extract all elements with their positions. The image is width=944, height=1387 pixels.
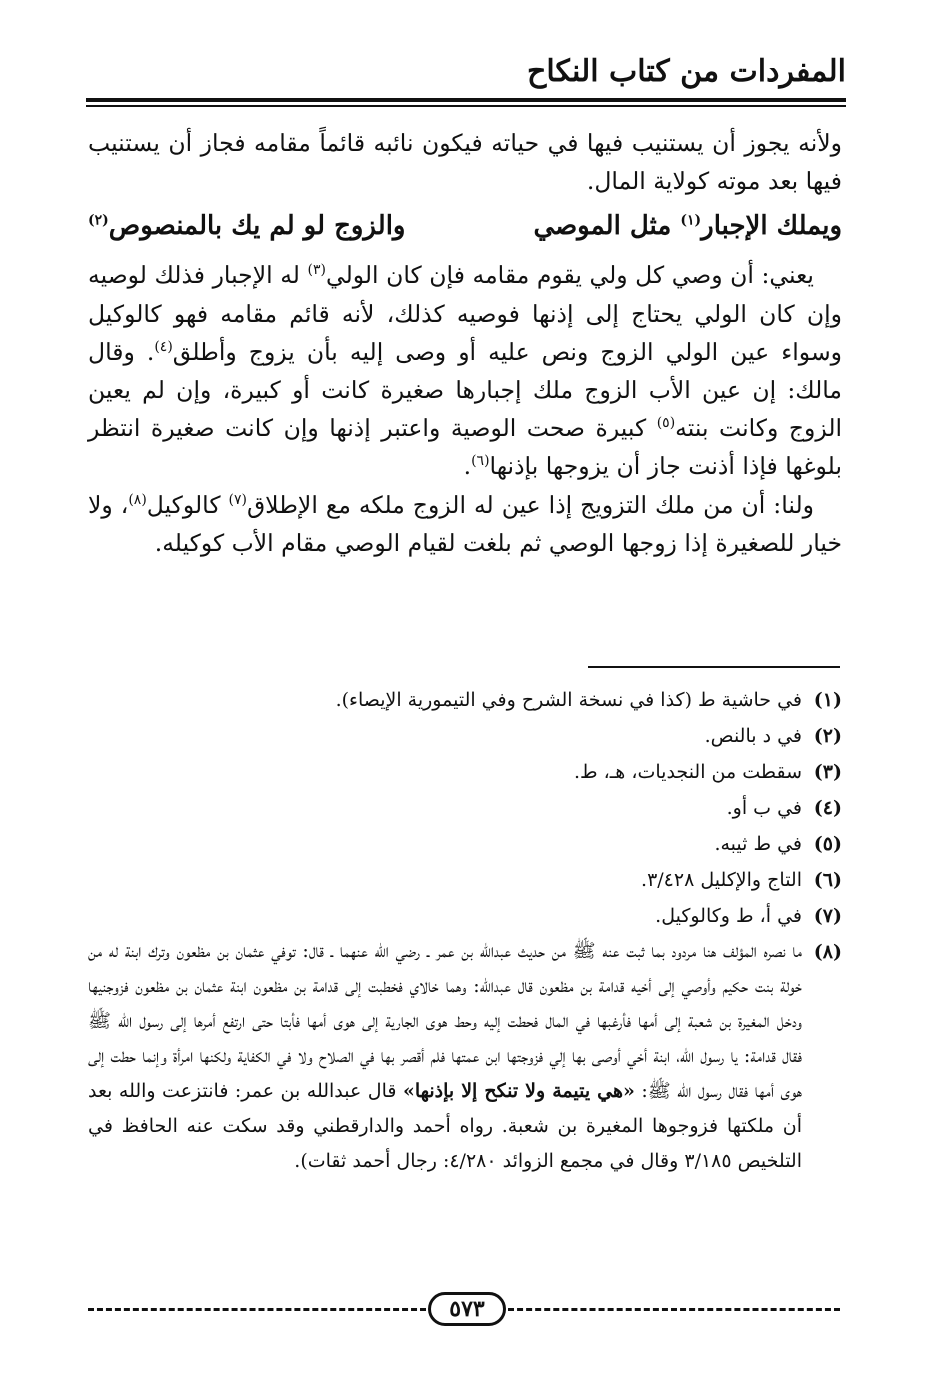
- p2-text-c: . وقال مالك: إن عين الأب الزوج ملك إجبارها صغيرة كانت أو كبيرة، وإن لم يعين الزوج وكانت بنته: [88, 337, 843, 443]
- paragraph-3: [88, 486, 842, 562]
- footnote-item-8: [88, 934, 842, 1179]
- footnote-ref-7: (٧): [228, 491, 247, 508]
- paragraph-1: ولأنه يجوز أن يستنيب فيها في حياته فيكون نائبه قائماً مقامه فجاز أن يستنيب فيها بعد موته كولاية المال.: [88, 129, 842, 196]
- footnote-number: (١): [813, 689, 842, 711]
- footnote-number: (٤): [813, 797, 842, 819]
- p2-text-d: كبيرة صحت الوصية واعتبر إذنها وإن كانت صغيرة انتظر بلوغها فإذا أذنت جاز أن يزوجها بإذنها: [88, 414, 842, 481]
- footer-dashed-rule-right: [508, 1308, 840, 1311]
- footnote-item: [88, 826, 842, 862]
- header-rule-thin: [86, 105, 846, 107]
- footnote-separator: [588, 666, 840, 668]
- footnote-8-text-a: ما نصره المؤلف هنا مردود بما ثبت عنه ﷺ من حديث عبدالله بن عمر ـ رضي الله عنهما ـ قال: توفي عثمان بن مظعون وترك ابنة له من خولة بنت حكيم وأوصي إلى أخيه قدامة بن مظعون قال عبدالله: وهما خالاي فخطبت إلى قدامة بن مظعون ابنة عثمان بن مظعون فزوجنيها ودخل المغيرة بن شعبة إلى أمها فأرغبها في المال فحطت إليه وحط هوى الجارية إلى هوى أمها فأبتا حتى ارتفع أمرها إلى رسول الله ﷺ فقال قدامة: يا رسول الله، ابنة أخي أوصى بها إلي فزوجتها ابن عمتها فلم أقصر بها في الصلاح ولا في الكفاية ولكنها امرأة وإنما حطت إلى هوى أمها فقال رسول الله ﷺ:: [88, 940, 802, 1102]
- p2-text-a: يعني: أن وصي كل ولي يقوم مقامه فإن كان الولي: [325, 261, 814, 290]
- p2-text-b: له الإجبار فذلك لوصيه وإن كان الولي يحتاج إلى إذنها فوصيه كذلك، لأنه قائم مقامه فهو كالوكيل وسواء عين الولي الزوج ونص عليه أو وصى إليه بأن يزوج وأطلق: [88, 261, 842, 366]
- footnote-number: (٦): [813, 869, 842, 891]
- footnote-number: (٢): [813, 725, 842, 747]
- footnote-8-text-b: قال عبدالله بن عمر: فانتزعت والله بعد أن ملكتها فزوجوها المغيرة بن شعبة. رواه أحمد والدارقطني وقد سكت عنه الحافظ في التلخيص ٣/١٨٥ وقال في مجمع الزوائد ٤/٢٨٠: رجال أحمد ثقات).: [88, 1080, 802, 1172]
- footnote-ref-2: (٢): [88, 212, 109, 229]
- footnote-text: في ط ثيبه.: [714, 833, 802, 855]
- verse-heading: [88, 202, 842, 250]
- p2-text-e: .: [463, 452, 472, 481]
- verse-right-tail: مثل الموصي: [533, 211, 681, 242]
- footnote-ref-6: (٦): [471, 453, 490, 470]
- verse-right-text: ويملك الإجبار: [701, 211, 842, 242]
- p3-text-a: ولنا: أن من ملك التزويج إذا عين له الزوج ملكه مع الإطلاق: [246, 490, 814, 519]
- paragraph-2: [88, 256, 842, 485]
- footnote-text: في د بالنص.: [704, 725, 802, 747]
- footnotes: [88, 682, 842, 1179]
- p3-text-c: ، ولا خيار للصغيرة إذا زوجها الوصي ثم بلغت لقيام الوصي مقام الأب كوكيله.: [88, 490, 842, 557]
- footnote-number: (٣): [813, 761, 842, 783]
- footnote-item: [88, 862, 842, 898]
- p3-text-b: كالوكيل: [146, 490, 229, 519]
- footnote-item: [88, 790, 842, 826]
- footnote-item: [88, 682, 842, 718]
- main-text: [88, 124, 842, 562]
- footnote-text: سقطت من النجديات، هـ، ط.: [573, 761, 802, 783]
- footnote-ref-3: (٣): [307, 262, 326, 279]
- hadith-quote: «هي يتيمة ولا تنكح إلا بإذنها»: [402, 1080, 635, 1102]
- footnote-text: في أ، ط وكالوكيل.: [655, 905, 802, 927]
- footnote-text: في حاشية ط (كذا في نسخة الشرح وفي التيمورية الإيصاء).: [335, 689, 802, 711]
- header-title: المفردات من كتاب النكاح: [526, 54, 846, 89]
- verse-left-hemistich: [88, 202, 405, 250]
- footnote-ref-1: (١): [680, 212, 702, 229]
- footnote-text: في ب أو.: [726, 797, 802, 819]
- footnote-ref-8: (٨): [128, 491, 147, 508]
- verse-right-hemistich: [533, 202, 842, 250]
- verse-left-text: والزوج لو لم يك بالمنصوص: [108, 211, 406, 242]
- page-number: ٥٧٣: [428, 1292, 506, 1326]
- footnote-number: (٨): [813, 941, 842, 963]
- header-rule-thick: [86, 98, 846, 102]
- footnote-ref-4: (٤): [154, 338, 173, 355]
- footnote-number: (٧): [813, 905, 842, 927]
- footnote-ref-5: (٥): [656, 415, 676, 432]
- footnote-number: (٥): [813, 833, 842, 855]
- footnote-item: [88, 754, 842, 790]
- footnote-item: [88, 898, 842, 934]
- footnote-text: التاج والإكليل ٣/٤٢٨.: [641, 869, 802, 891]
- page-footer: [88, 1290, 840, 1330]
- footer-dashed-rule-left: [88, 1308, 426, 1311]
- footnote-8-text: [88, 934, 802, 1179]
- footnote-item: [88, 718, 842, 754]
